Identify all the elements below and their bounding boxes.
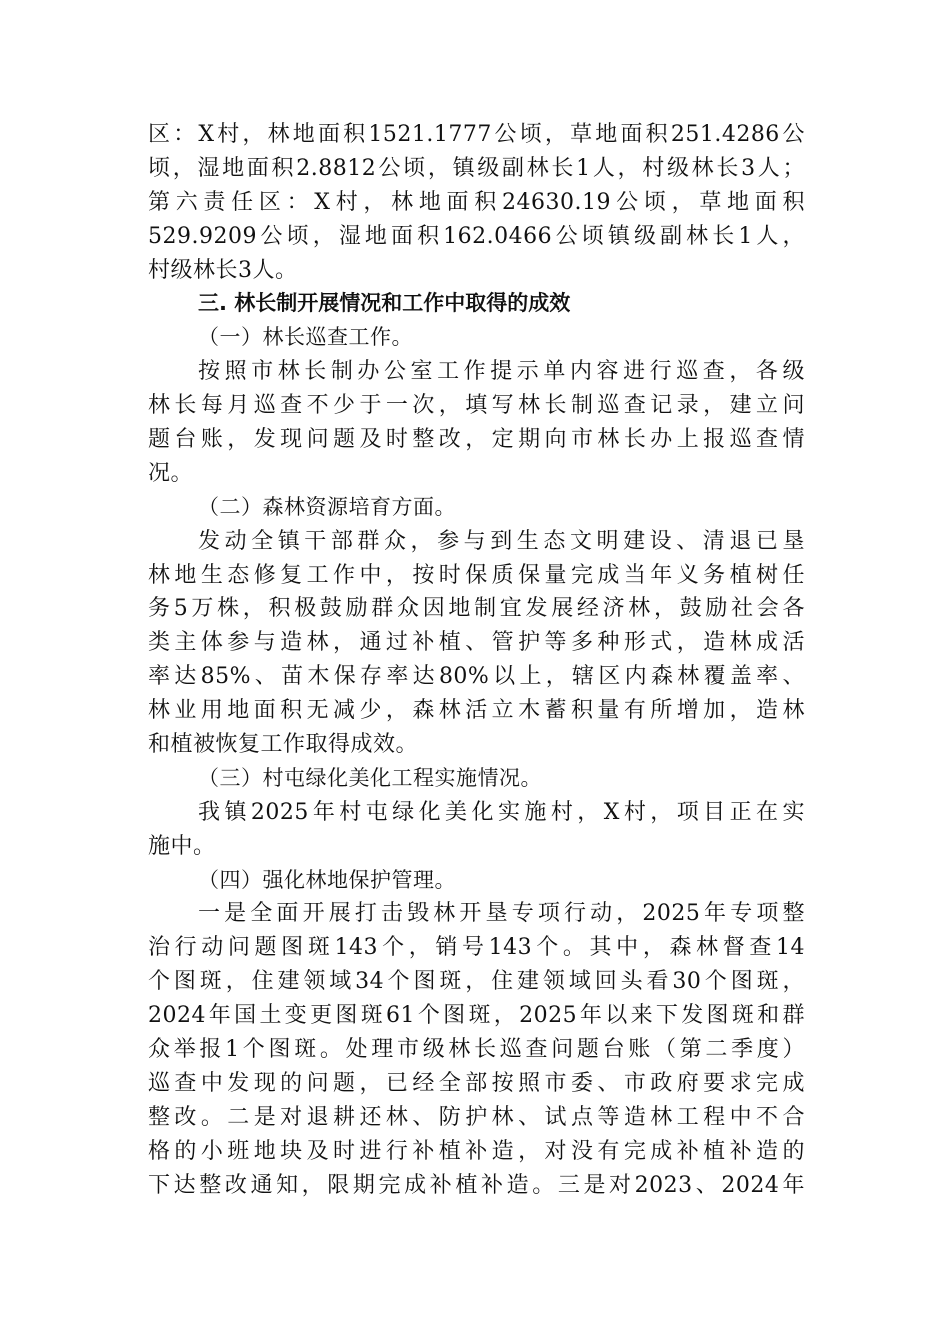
body-text-line: 村级林长3人。 xyxy=(148,257,298,283)
paragraph-first-line: 我镇2025年村屯绿化美化实施村，X村，项目正在实 xyxy=(198,799,805,825)
body-text-line: 巡查中发现的问题，已经全部按照市委、市政府要求完成 xyxy=(148,1070,805,1096)
section-heading: 三. 林长制开展情况和工作中取得的成效 xyxy=(198,291,571,316)
body-text-line: 林长每月巡查不少于一次，填写林长制巡查记录，建立问 xyxy=(148,393,805,419)
body-text-line: 题台账，发现问题及时整改，定期向市林长办上报巡查情 xyxy=(148,427,805,453)
subsection-heading: （一）林长巡查工作。 xyxy=(198,325,413,350)
body-text-line: 率达85%、苗木保存率达80%以上，辖区内森林覆盖率、 xyxy=(148,664,805,690)
body-text-line: 况。 xyxy=(148,460,194,486)
paragraph-first-line: 发动全镇干部群众，参与到生态文明建设、清退已垦 xyxy=(198,528,805,554)
body-text-line: 治行动问题图斑143个，销号143个。其中，森林督查14 xyxy=(148,935,805,961)
body-text-line: 整改。二是对退耕还林、防护林、试点等造林工程中不合 xyxy=(148,1104,805,1130)
subsection-heading: （三）村屯绿化美化工程实施情况。 xyxy=(198,765,542,790)
paragraph-first-line: 按照市林长制办公室工作提示单内容进行巡查，各级 xyxy=(198,359,805,385)
body-text-line: 施中。 xyxy=(148,833,216,859)
body-text-line: 个图斑，住建领域34个图斑，住建领域回头看30个图斑， xyxy=(148,969,805,995)
subsection-heading: （二）森林资源培育方面。 xyxy=(198,494,456,519)
body-text-line: 林业用地面积无减少，森林活立木蓄积量有所增加，造林 xyxy=(148,698,805,724)
body-text-line: 林地生态修复工作中，按时保质保量完成当年义务植树任 xyxy=(148,562,805,588)
body-text-line: 下达整改通知，限期完成补植补造。三是对2023、2024年 xyxy=(148,1172,805,1198)
body-text-line: 类主体参与造林，通过补植、管护等多种形式，造林成活 xyxy=(148,630,805,656)
body-text-line: 顷，湿地面积2.8812公顷，镇级副林长1人，村级林长3人； xyxy=(148,155,805,181)
body-text-line: 第六责任区：X村，林地面积24630.19公顷，草地面积 xyxy=(148,189,805,215)
body-text-line: 务5万株，积极鼓励群众因地制宜发展经济林，鼓励社会各 xyxy=(148,596,805,622)
body-text-line: 众举报1个图斑。处理市级林长巡查问题台账（第二季度） xyxy=(148,1037,805,1063)
body-text-line: 格的小班地块及时进行补植补造，对没有完成补植补造的 xyxy=(148,1138,805,1164)
paragraph-first-line: 一是全面开展打击毁林开垦专项行动，2025年专项整 xyxy=(198,901,805,927)
body-text-line: 和植被恢复工作取得成效。 xyxy=(148,732,419,758)
document-page xyxy=(148,118,805,1203)
body-text-line: 529.9209公顷，湿地面积162.0466公顷镇级副林长1人， xyxy=(148,223,805,249)
body-text-line: 区：X村，林地面积1521.1777公顷，草地面积251.4286公 xyxy=(148,122,805,147)
subsection-heading: （四）强化林地保护管理。 xyxy=(198,867,456,892)
body-text-line: 2024年国土变更图斑61个图斑，2025年以来下发图斑和群 xyxy=(148,1003,805,1029)
